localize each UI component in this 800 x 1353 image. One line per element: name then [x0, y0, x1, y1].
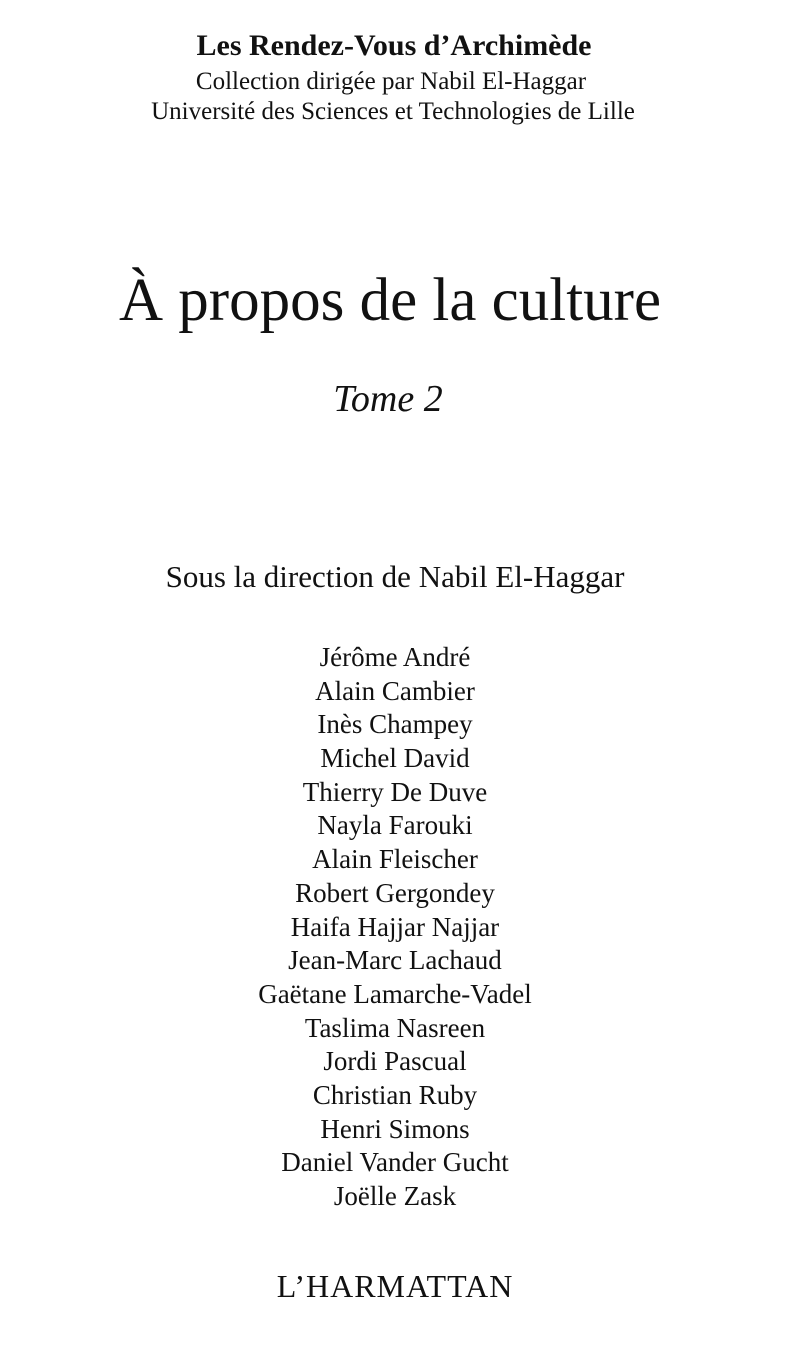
contributor-name: Joëlle Zask — [333, 1181, 457, 1211]
contributor-list — [0, 641, 800, 1214]
volume-label: Tome 2 — [333, 378, 443, 420]
contributor-name: Henri Simons — [320, 1113, 470, 1144]
contributor-name: Thierry De Duve — [302, 776, 488, 807]
contributor-name: Nayla Farouki — [317, 810, 473, 841]
contributor-name: Inès Champey — [317, 709, 473, 740]
university-name: Université des Sciences et Technologies de Lille — [151, 98, 635, 125]
contributor-name: Robert Gergondey — [295, 877, 495, 908]
publisher-name: L’HARMATTAN — [276, 1268, 514, 1304]
contributor-name: Gaëtane Lamarche-Vadel — [258, 978, 532, 1009]
editor-line: Sous la direction de Nabil El-Haggar — [165, 559, 625, 594]
collection-director: Collection dirigée par Nabil El-Haggar — [195, 68, 587, 95]
contributor-name: Michel David — [320, 743, 470, 774]
series-title: Les Rendez-Vous d’Archimède — [196, 29, 592, 62]
contributor-name: Christian Ruby — [312, 1079, 478, 1110]
contributor-name: Jordi Pascual — [323, 1046, 467, 1077]
contributor-name: Haifa Hajjar Najjar — [290, 911, 500, 942]
contributor-name: Alain Fleischer — [312, 844, 478, 875]
contributor-name: Jean-Marc Lachaud — [288, 945, 502, 976]
contributor-name: Taslima Nasreen — [304, 1012, 486, 1043]
contributor-name: Alain Cambier — [315, 675, 475, 706]
book-title: À propos de la culture — [118, 267, 662, 334]
contributor-name: Daniel Vander Gucht — [281, 1147, 509, 1178]
contributor-name: Jérôme André — [319, 642, 471, 672]
